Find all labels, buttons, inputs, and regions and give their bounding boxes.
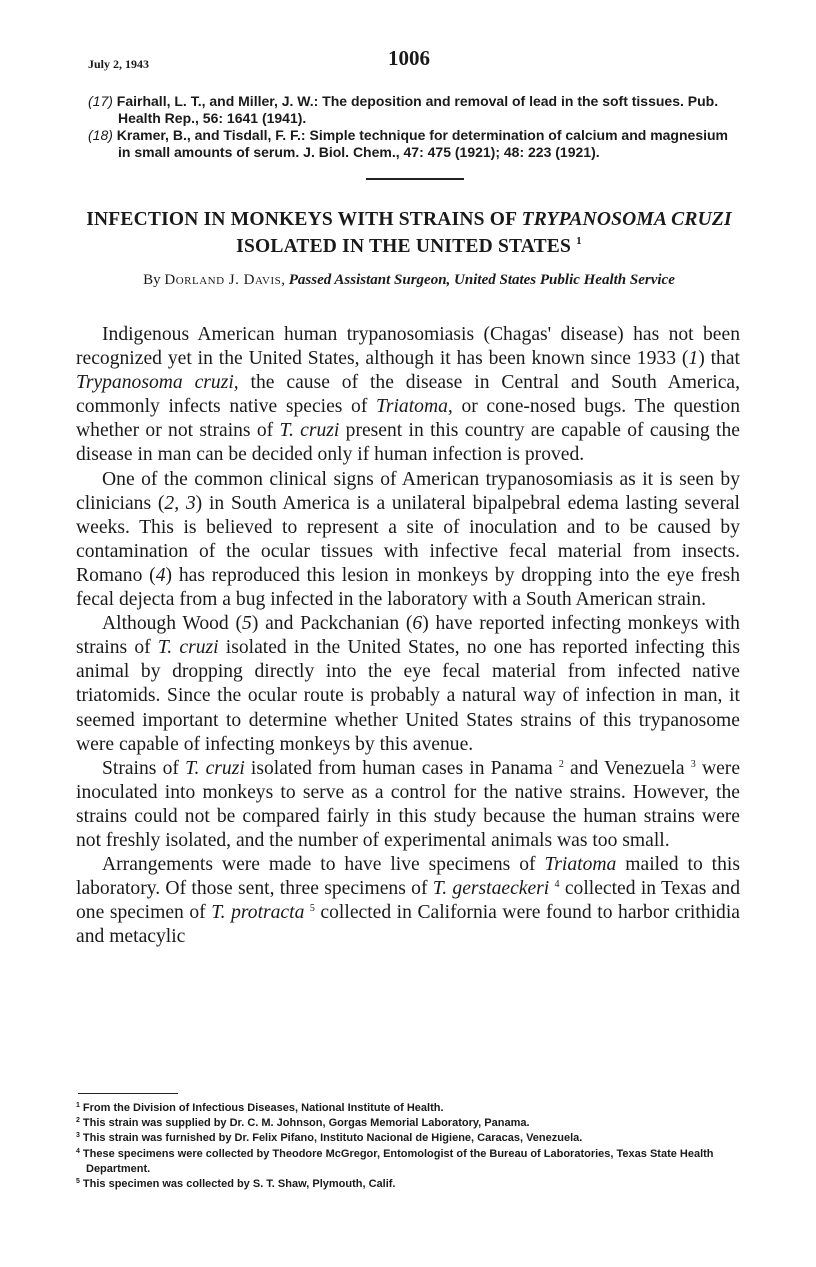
text-run: Indigenous American human trypanosomiasis (Chagas' disease) has not been recognized yet in the United States, although it has been known since 1933 ( xyxy=(76,324,740,370)
paragraph-4 xyxy=(76,757,740,853)
footnote xyxy=(76,1147,740,1177)
text-run: Arrangements were made to have live specimens of xyxy=(102,854,545,876)
footnotes xyxy=(76,1101,740,1192)
citation-ref: 6 xyxy=(412,613,423,635)
text-run: and Venezuela xyxy=(563,757,685,779)
footnote-text: From the Division of Infectious Diseases, National Institute of Health. xyxy=(82,1102,444,1114)
footnote-marker: 2 xyxy=(558,758,564,770)
reference-list xyxy=(88,93,740,161)
footnote-number: 3 xyxy=(76,1132,80,1140)
footnote-marker: 4 xyxy=(554,879,560,891)
footnote xyxy=(76,1177,740,1192)
byline-prefix: By xyxy=(143,272,165,288)
reference-item xyxy=(88,93,740,127)
article-body xyxy=(76,323,740,949)
text-run: mailed to this laboratory. Of those sent, three specimens of xyxy=(76,854,740,900)
title-footnote-marker: 1 xyxy=(576,235,582,247)
text-run: the cause of the disease in Central and South America, commonly infects native species of xyxy=(76,372,740,418)
text-run: ) that xyxy=(698,348,740,370)
title-text: INFECTION IN MONKEYS WITH STRAINS OF xyxy=(86,209,522,230)
paragraph-2 xyxy=(76,468,740,613)
paragraph-5 xyxy=(76,853,740,949)
text-run: or cone-nosed bugs. The question whether or not strains of xyxy=(76,396,740,442)
species-name: T. gerstaeckeri xyxy=(432,878,550,900)
paragraph-3 xyxy=(76,612,740,757)
reference-number: (18) xyxy=(88,127,113,143)
species-name: Trypanosoma cruzi, xyxy=(76,372,239,394)
footnote-number: 1 xyxy=(76,1102,80,1109)
byline: By Dorland J. Davis, Passed Assistant Surgeon, United States Public Health Service xyxy=(143,272,675,288)
citation-ref: 2, 3 xyxy=(164,492,196,514)
footnote-number: 2 xyxy=(76,1117,80,1125)
footnote-marker: 5 xyxy=(309,903,315,915)
author-name: Dorland J. Davis xyxy=(164,272,282,288)
footnote-text: This strain was supplied by Dr. C. M. Johnson, Gorgas Memorial Laboratory, Panama. xyxy=(82,1117,530,1130)
reference-text: Kramer, B., and Tisdall, F. F.: Simple technique for determination of calcium and magnesium in small amounts of serum. J. Biol. Chem., 47: 475 (1921); 48: 223 (1921). xyxy=(116,127,728,160)
citation-ref: 1 xyxy=(688,348,699,370)
text-run: collected in California were found to harbor crithidia and metacylic xyxy=(76,902,740,948)
author-role: Passed Assistant Surgeon, United States Public Health Service xyxy=(288,272,675,288)
text-run: ) and Packchanian ( xyxy=(251,613,413,635)
species-name: T. cruzi xyxy=(279,420,340,442)
article-title xyxy=(80,206,738,260)
reference-text: Fairhall, L. T., and Miller, J. W.: The deposition and removal of lead in the soft tissues. Pub. Health Rep., 56: 1641 (1941). xyxy=(116,93,719,126)
footnote-number: 4 xyxy=(76,1147,80,1155)
footnote-marker: 3 xyxy=(690,758,696,770)
title-text-end: ISOLATED IN THE UNITED STATES xyxy=(236,236,572,257)
footnote-text: These specimens were collected by Theodore McGregor, Entomologist of the Bureau of Laboratories, Texas State Health Department. xyxy=(82,1147,714,1175)
section-divider xyxy=(366,178,464,180)
footnote-text: This strain was furnished by Dr. Felix Pifano, Instituto Nacional de Higiene, Caracas, Venezuela. xyxy=(82,1132,583,1145)
citation-ref: 5 xyxy=(242,613,252,635)
text-run: ) has reproduced this lesion in monkeys by dropping into the eye fresh fecal dejecta from a bug infected in the laboratory with a South American strain. xyxy=(76,564,740,611)
footnote-divider xyxy=(78,1093,178,1094)
text-run: isolated from human cases in Panama xyxy=(244,757,553,779)
text-run: One of the common clinical signs of American trypanosomiasis as it is seen by clinicians ( xyxy=(76,468,740,514)
species-name: T. cruzi xyxy=(185,757,245,779)
reference-item xyxy=(88,127,740,161)
page-number: 1006 xyxy=(388,46,430,70)
footnote-number: 5 xyxy=(76,1178,80,1186)
reference-number: (17) xyxy=(88,93,113,109)
text-run: Strains of xyxy=(102,757,186,779)
text-run: ) in South America is a unilateral bipalpebral edema lasting several weeks. This is believed to represent a site of inoculation and to be caused by contamination of the ocular tissues with infective fecal material from insects. Romano ( xyxy=(76,492,740,586)
footnote xyxy=(76,1131,740,1146)
text-run: collected in Texas and one specimen of xyxy=(76,878,740,924)
text-run: Although Wood ( xyxy=(102,613,243,635)
footnote-text: This specimen was collected by S. T. Shaw, Plymouth, Calif. xyxy=(82,1178,396,1191)
paragraph-1 xyxy=(76,323,740,468)
title-species: TRYPANOSOMA CRUZI xyxy=(521,209,732,230)
text-run: present in this country are capable of causing the disease in man can be decided only if human infection is proved. xyxy=(76,420,740,466)
species-name: T. protracta xyxy=(211,902,305,924)
footnote xyxy=(76,1101,740,1116)
text-run: ) have reported infecting monkeys with strains of xyxy=(76,613,740,659)
footnote xyxy=(76,1116,740,1131)
text-run: isolated in the United States, no one has reported infecting this animal by dropping directly into the eye fecal material from infected native triatomids. Since the ocular route is probably a natural way of infection in man, it seemed important to determine whether United States strains of this trypanosome were capable of infecting monkeys by this avenue. xyxy=(76,637,740,755)
citation-ref: 4 xyxy=(155,564,166,586)
running-head-date: July 2, 1943 xyxy=(88,57,150,71)
text-run: were inoculated into monkeys to serve as a control for the native strains. However, the strains could not be compared fairly in this study because the human strains were not freshly isolated, and the number of experimental animals was too small. xyxy=(76,757,741,851)
species-name: Triatoma xyxy=(544,854,617,876)
species-name: Triatoma, xyxy=(376,396,453,418)
species-name: T. cruzi xyxy=(157,637,219,659)
